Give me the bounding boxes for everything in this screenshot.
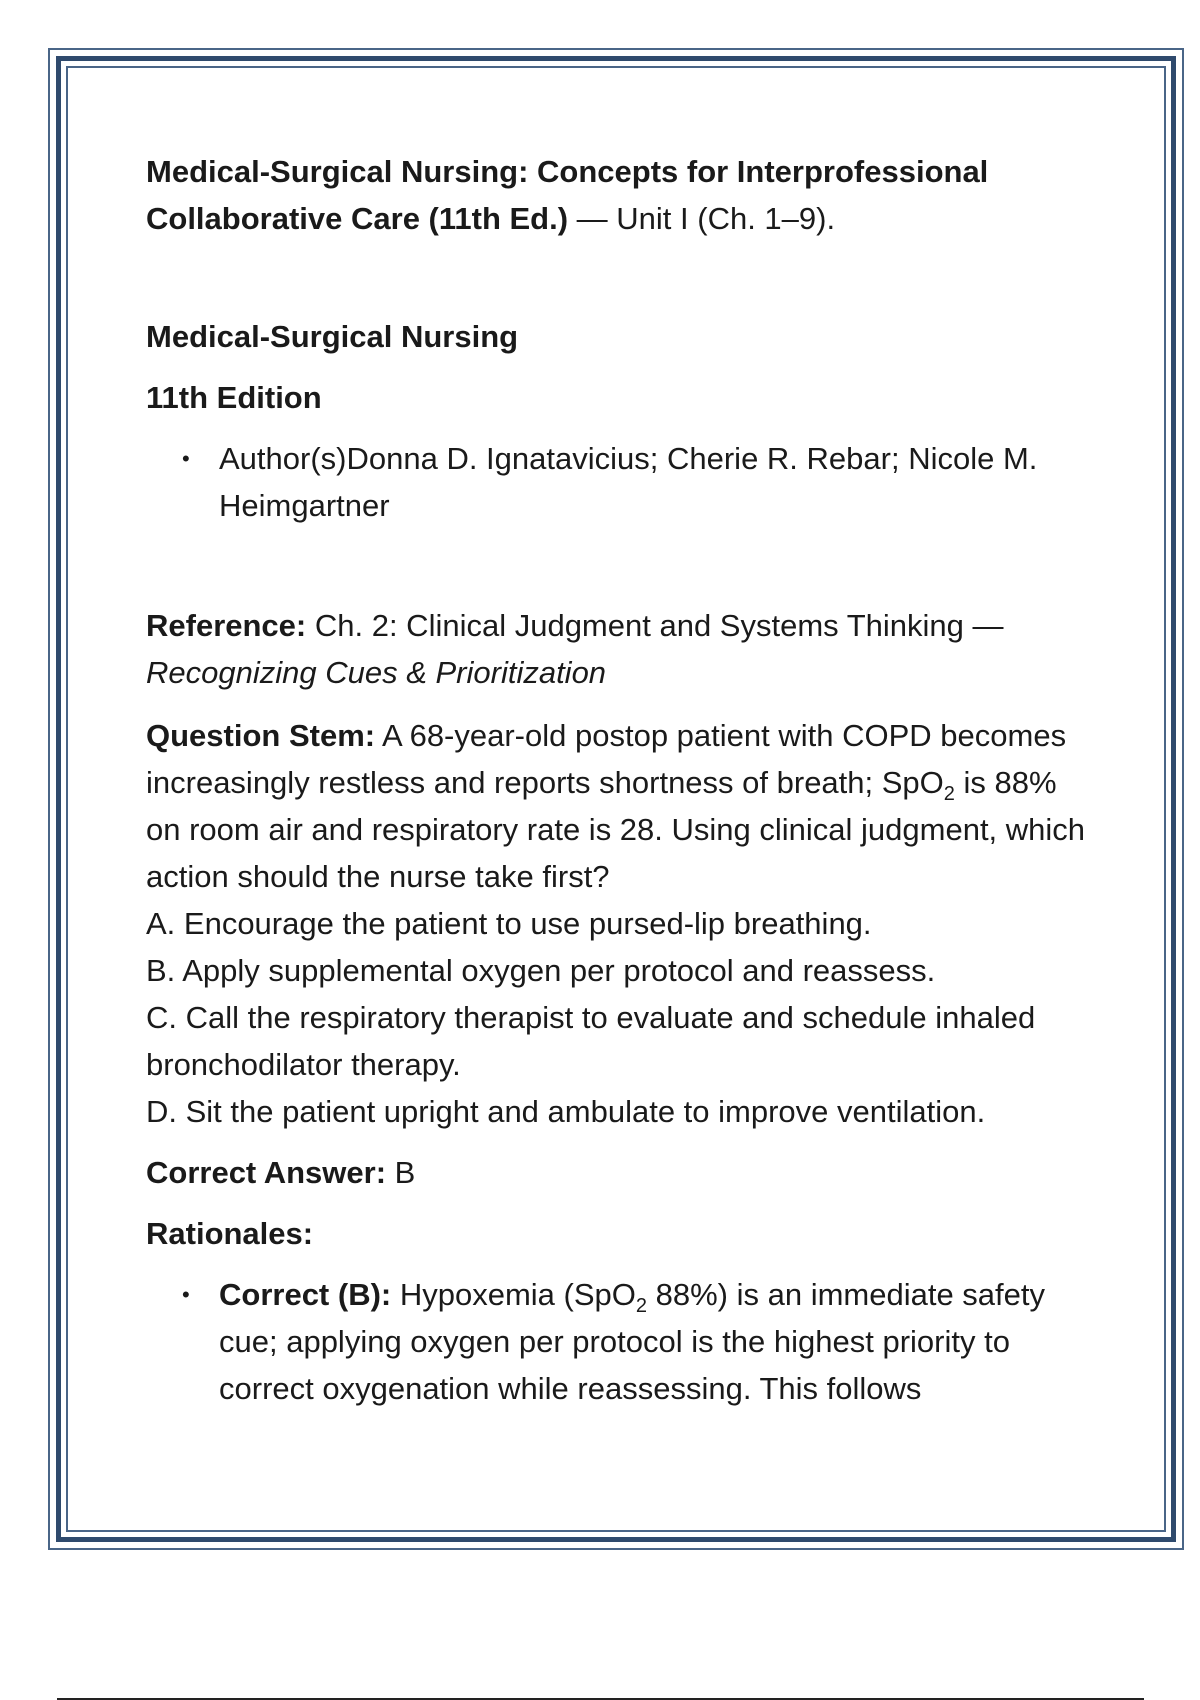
question-stem: Question Stem: A 68-year-old postop patient with COPD becomes increasingly restless and reports shortness of breath; SpO$_2$ is 88% on room air and respiratory rate is 28. Using clinical judgment, which action should the nurse take first? xyxy=(146,718,1086,894)
option-b: B. Apply supplemental oxygen per protocol and reassess. xyxy=(146,953,936,988)
author-list xyxy=(146,435,1096,529)
document-title: Medical-Surgical Nursing: Concepts for Interprofessional Collaborative Care (11th Ed.) — Unit I (Ch. 1–9). xyxy=(146,154,989,236)
rationale-item: • Correct (B): Hypoxemia (SpO$_2$ 88%) is an immediate safety cue; applying oxygen per protocol is the highest priority to correct oxygenation while reassessing. This follows xyxy=(219,1271,1096,1412)
reference-line: Reference: Ch. 2: Clinical Judgment and Systems Thinking — Recognizing Cues & Prioritization xyxy=(146,608,1004,690)
bullet-icon: • xyxy=(182,1282,190,1307)
rationales-heading: Rationales: xyxy=(146,1216,314,1251)
option-c: C. Call the respiratory therapist to evaluate and schedule inhaled bronchodilator therapy. xyxy=(146,1000,1036,1082)
option-d: D. Sit the patient upright and ambulate to improve ventilation. xyxy=(146,1094,986,1129)
option-a: A. Encourage the patient to use pursed-lip breathing. xyxy=(146,906,872,941)
book-title: Medical-Surgical Nursing xyxy=(146,319,519,354)
bullet-icon: • xyxy=(182,446,190,471)
rationales-list xyxy=(146,1271,1096,1412)
correct-answer: Correct Answer: B xyxy=(146,1155,416,1190)
document-body xyxy=(146,148,1096,1412)
author-item: • Author(s)Donna D. Ignatavicius; Cherie R. Rebar; Nicole M. Heimgartner xyxy=(219,435,1096,529)
edition-label: 11th Edition xyxy=(146,380,322,415)
